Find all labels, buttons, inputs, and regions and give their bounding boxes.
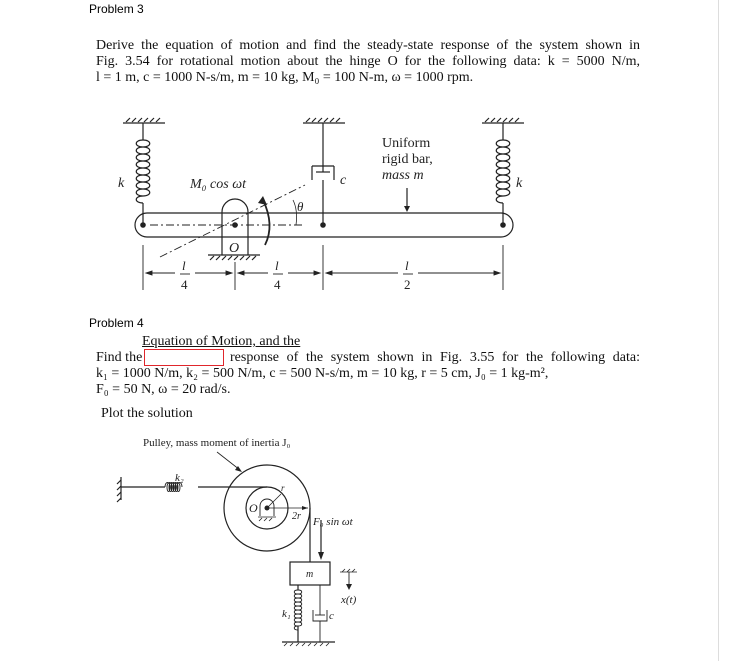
r-label: r: [281, 483, 285, 493]
theta-label: θ: [297, 199, 304, 214]
find-the-text: Find the: [96, 350, 143, 365]
problem-4-line-1-text: response of the system shown in Fig. 3.55 for the following data:: [230, 350, 640, 365]
mass-label: mass m: [382, 168, 424, 183]
problem-4-line-3: F₀ = 50 N, ω = 20 rad/s.: [96, 382, 231, 397]
two-r-label: 2r: [292, 511, 301, 522]
pulley-label: Pulley, mass moment of inertia J₀: [143, 437, 291, 449]
displacement-label: x(t): [341, 594, 357, 606]
problem-4-heading: Problem 4: [89, 316, 144, 330]
wall-icon: [117, 477, 121, 502]
pulley-pointer-arrow: [217, 452, 240, 470]
inserted-text: Equation of Motion, and the: [142, 334, 301, 349]
spring-k1-icon: [294, 590, 302, 630]
redacted-box: [144, 349, 224, 366]
moment-arrow-icon: [263, 200, 270, 245]
damper-icon: [312, 123, 334, 225]
moment-label: M₀ cos ωt: [190, 177, 246, 192]
dim1-numerator: l: [182, 258, 186, 273]
plot-note: Plot the solution: [101, 406, 193, 421]
dimension-lines: [143, 245, 503, 290]
spring-right-icon: [496, 123, 510, 225]
damper-c2-label: c: [329, 610, 334, 622]
hinge-o-label: O: [229, 241, 240, 256]
dim2-numerator: l: [275, 258, 279, 273]
k-right-label: k: [516, 176, 523, 191]
dim3-numerator: l: [405, 258, 409, 273]
problem-4-line-2: k₁ = 1000 N/m, k₂ = 500 N/m, c = 500 N-s/m, m = 10 kg, r = 5 cm, J₀ = 1 kg-m²,: [96, 366, 549, 381]
damper-c-label: c: [340, 173, 347, 188]
ground-hatch-icon: [123, 118, 524, 123]
spring-left-icon: [136, 123, 150, 225]
dim1-denominator: 4: [181, 277, 188, 292]
problem-3-line-1: Derive the equation of motion and find the steady-state response of the system shown in: [96, 38, 640, 53]
dim3-denominator: 2: [404, 277, 411, 292]
force-arrowhead-icon: [318, 552, 324, 560]
k-left-label: k: [118, 176, 125, 191]
pin-dots: [140, 222, 506, 228]
k1-label: k₁: [282, 608, 291, 620]
figure-3-55: [117, 452, 357, 646]
moment-arrowhead-icon: [258, 196, 267, 205]
k2-label: k₂: [175, 472, 184, 484]
problem-3-line-2: Fig. 3.54 for rotational motion about the hinge O for the following data: k = 5000 N/m,: [96, 54, 640, 69]
dim2-denominator: 4: [274, 277, 281, 292]
problem-3-line-3: l = 1 m, c = 1000 N-s/m, m = 10 kg, M₀ = 100 N-m, ω = 1000 rpm.: [96, 70, 474, 85]
problem-4-line-1: [230, 350, 640, 366]
force-label: F₀ sin ωt: [313, 516, 353, 528]
uniform-label: Uniform: [382, 136, 431, 151]
rigid-bar-label: rigid bar,: [382, 152, 433, 167]
pulley-o-label: O: [249, 501, 258, 515]
damper-c-icon: [313, 585, 327, 642]
problem-3-heading: Problem 3: [89, 2, 144, 16]
mass-m-label: m: [306, 569, 314, 580]
mass-pointer-arrowhead-icon: [404, 206, 410, 212]
